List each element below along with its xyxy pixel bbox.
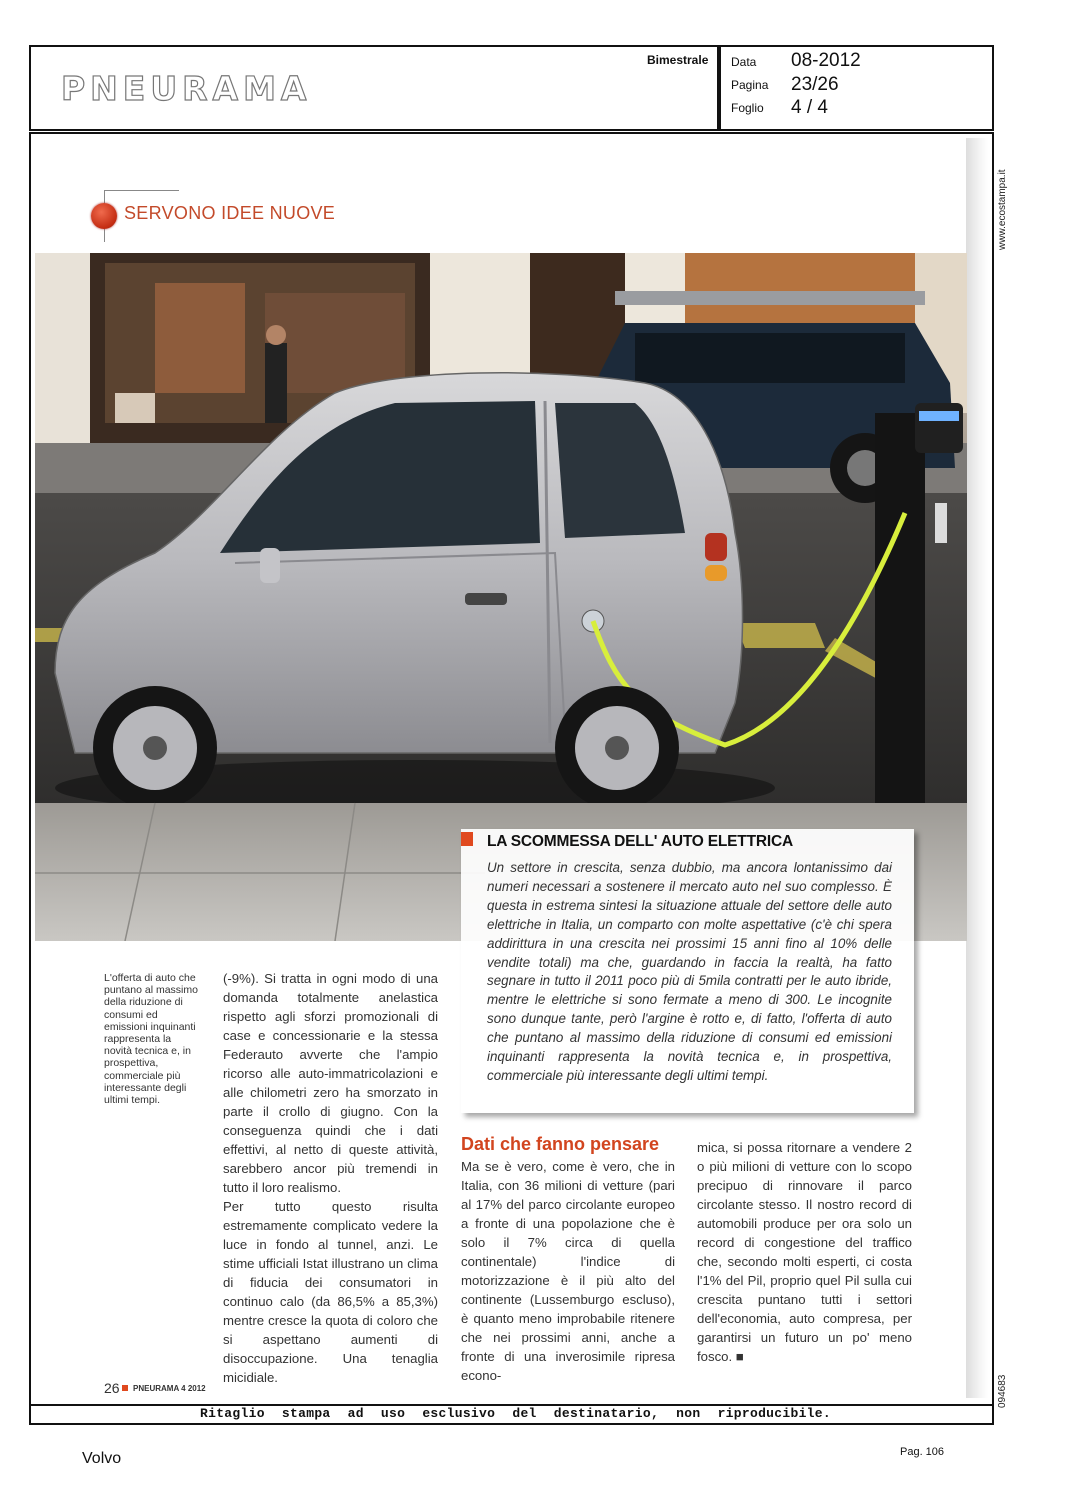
page-counter: Pag. 106: [900, 1446, 945, 1458]
reproduction-notice: Ritaglio stampa ad uso esclusivo del destinatario, non riproducibile.: [200, 1406, 831, 1421]
client-name: Volvo: [82, 1450, 122, 1467]
box-title: LA SCOMMESSA DELL' AUTO ELETTRICA: [487, 833, 793, 850]
section-bullet-icon: [91, 203, 117, 229]
section-title: SERVONO IDEE NUOVE: [124, 203, 336, 223]
page-number: 26: [104, 1380, 120, 1396]
meta-value-page: 23/26: [791, 74, 839, 95]
article-column-3: [697, 1138, 912, 1366]
side-code: 094683: [997, 1374, 1008, 1408]
meta-label-page: Pagina: [731, 78, 769, 92]
article-column-2: [461, 1157, 675, 1385]
meta-label-date: Data: [731, 55, 757, 69]
column-3-paragraph: mica, si possa ritornare a vendere 2 o più milioni di vetture con lo scopo precipuo di rinnovare il parco circolante stesso. Il nostro record di automobili produce per ora solo un record di congestione del traffico che, secondo molti esperti, ci costa l'1% del Pil, proprio quel Pil sulla cui crescita puntano tutti i settori dell'economia, auto compresa, per garantirsi un futuro un po' meno fosco. ■: [697, 1140, 912, 1364]
meta-value-sheet: 4 / 4: [791, 97, 828, 118]
column-2-paragraph: Ma se è vero, come è vero, che in Italia, con 36 milioni di vetture (pari al 17% del parco circolante europeo a fronte di una popolazione che è solo il 7% circa di quella continentale) l'indice di motorizzazione è il più alto del continente (Lussemburgo escluso), è quanto meno improbabile ritenere che nei prossimi anni, anche a fronte di una inverosimile ripresa econo-: [461, 1159, 675, 1383]
column-1-paragraph-1: (-9%). Si tratta in ogni modo di una domanda totalmente anelastica rispetto agli sforzi promozionali di case e concessionarie e la stessa Federauto avverte che l'ampio ricorso alle auto-immatricolazioni e alle chilometri zero ha smorzato in parte il crollo di giugno. Con la conseguenza quindi che i dati effettivi, al netto di queste attività, sarebbero ancor più tremendi in tutto il loro realismo.: [223, 971, 438, 1195]
sidebar-box: [461, 829, 914, 1113]
subheading: Dati che fanno pensare: [461, 1134, 660, 1154]
frequency-label: Bimestrale: [647, 53, 709, 67]
meta-label-sheet: Foglio: [731, 101, 764, 115]
publication-logo: PNEURAMA: [61, 69, 312, 108]
header-divider: [717, 45, 721, 131]
box-title-marker: [461, 832, 473, 846]
page-brand: PNEURAMA 4 2012: [133, 1384, 206, 1393]
photo-caption: L'offerta di auto che puntano al massimo della riduzione di consumi ed emissioni inquinanti rappresenta la novità tecnica e, in prospettiva, commerciale più interessante degli ultimi tempi.: [104, 972, 198, 1107]
section-line-horizontal: [104, 190, 179, 191]
article-column-1: [223, 969, 438, 1387]
page-edge-shadow: [966, 138, 988, 1398]
meta-value-date: 08-2012: [791, 50, 861, 71]
box-text: Un settore in crescita, senza dubbio, ma ancora lontanissimo dai numeri necessari a sostenere il mercato auto nel suo complesso. È questa in estrema sintesi la situazione attuale del settore delle auto elettriche in Italia, un comparto con molte aspettative (c'è chi spera addirittura in una crescita nei prossimi 15 anni fino al 10% delle vendite totali) ma che, guardando in faccia la realtà, ha fatto segnare in tutto il 2011 poco più di 5mila contratti per le auto ibride, mentre le elettriche si sono fermate a meno di 300. Le incognite sono dunque tante, però l'argine è rotto e, di fatto, l'offerta di auto che puntano al massimo della riduzione di consumi ed emissioni inquinanti rappresenta la novità tecnica e, in prospettiva, commerciale più interessante degli ultimi tempi.: [487, 860, 892, 1083]
side-url: www.ecostampa.it: [997, 169, 1008, 250]
column-1-paragraph-2: Per tutto questo risulta estremamente complicato vedere la luce in fondo al tunnel, anzi. Le stime ufficiali Istat illustrano un clima di fiducia dei consumatori in continuo calo (da 86,5% a 85,3%) mentre cresce la quota di coloro che si aspettano aumenti di disoccupazione. Una tenaglia micidiale.: [223, 1199, 438, 1385]
page-number-marker: [122, 1385, 128, 1391]
header-box: [29, 45, 994, 131]
